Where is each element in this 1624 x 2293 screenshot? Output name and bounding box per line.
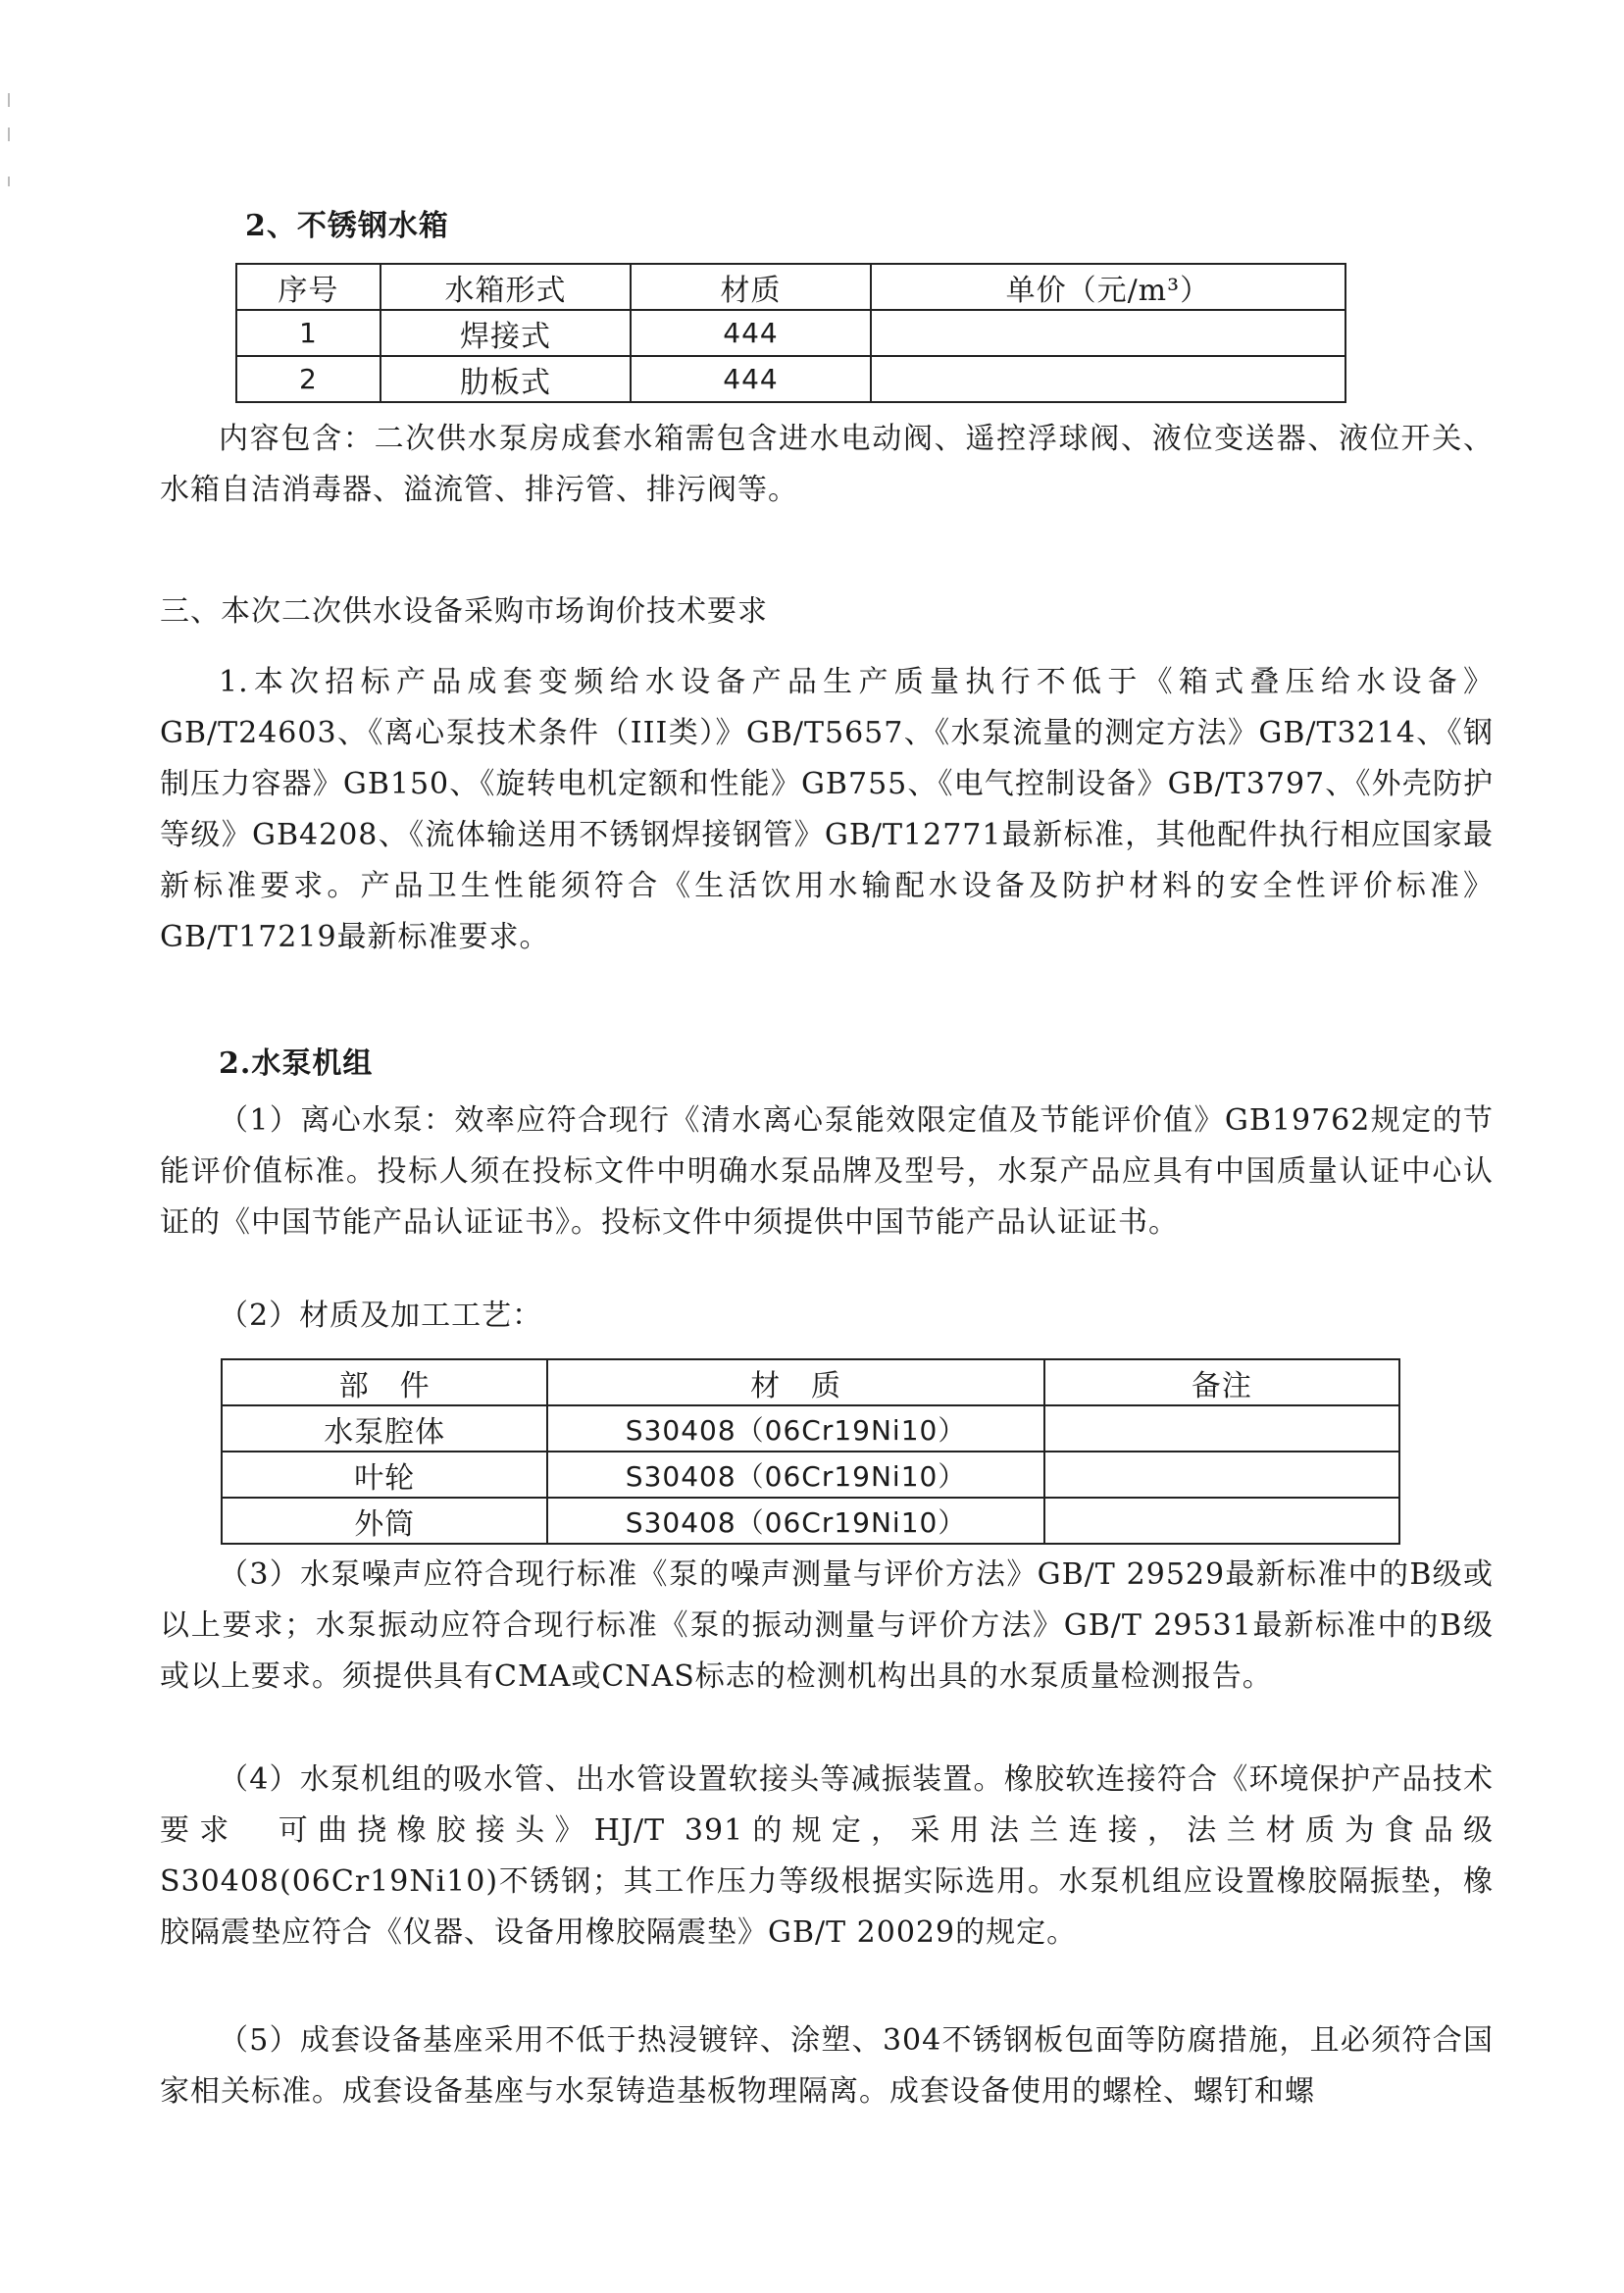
- table-cell: [1044, 1405, 1399, 1452]
- table-cell: 外筒: [222, 1498, 547, 1544]
- table-cell: 2: [236, 356, 381, 402]
- pump-unit-title: 2.水泵机组: [219, 1046, 374, 1081]
- table-cell: 叶轮: [222, 1452, 547, 1498]
- table-cell: S30408（06Cr19Ni10）: [547, 1498, 1043, 1544]
- table-header-cell: 部 件: [222, 1359, 547, 1405]
- table-cell: 444: [631, 310, 871, 356]
- table-cell: [1044, 1498, 1399, 1544]
- table-cell: 水泵腔体: [222, 1405, 547, 1452]
- table-cell: [1044, 1452, 1399, 1498]
- table-cell: 焊接式: [381, 310, 631, 356]
- table-row: [222, 1405, 1399, 1452]
- table-cell: [871, 310, 1345, 356]
- noise-vibration-paragraph: （3）水泵噪声应符合现行标准《泵的噪声测量与评价方法》GB/T 29529最新标准中的B级或以上要求；水泵振动应符合现行标准《泵的振动测量与评价方法》GB/T 29531最新标准中的B级或以上要求。须提供具有CMA或CNAS标志的检测机构出具的水泵质量检测报告。: [160, 1557, 1494, 1694]
- vibration-damping-paragraph: （4）水泵机组的吸水管、出水管设置软接头等减振装置。橡胶软连接符合《环境保护产品技术要求 可曲挠橡胶接头》HJ/T 391的规定，采用法兰连接，法兰材质为食品级S30408(06Cr19Ni10)不锈钢；其工作压力等级根据实际选用。水泵机组应设置橡胶隔振垫，橡胶隔震垫应符合《仪器、设备用橡胶隔震垫》GB/T 20029的规定。: [160, 1762, 1494, 1950]
- scan-mark: [8, 127, 10, 141]
- table-cell: 1: [236, 310, 381, 356]
- table-header-cell: 材质: [631, 264, 871, 310]
- scan-mark: [8, 177, 10, 186]
- table-row: [222, 1452, 1399, 1498]
- table-header-cell: 单价（元/m³）: [871, 264, 1345, 310]
- base-anticorrosion-paragraph: （5）成套设备基座采用不低于热浸镀锌、涂塑、304不锈钢板包面等防腐措施，且必须符合国家相关标准。成套设备基座与水泵铸造基板物理隔离。成套设备使用的螺栓、螺钉和螺: [160, 2023, 1494, 2109]
- table-cell: [871, 356, 1345, 402]
- table-cell: 444: [631, 356, 871, 402]
- table-header-row: [236, 264, 1345, 310]
- table-row: [236, 356, 1345, 402]
- table-header-cell: 水箱形式: [381, 264, 631, 310]
- table-row: [222, 1498, 1399, 1544]
- materials-table: [221, 1358, 1400, 1545]
- standards-paragraph: 1.本次招标产品成套变频给水设备产品生产质量执行不低于《箱式叠压给水设备》GB/T24603、《离心泵技术条件（III类）》GB/T5657、《水泵流量的测定方法》GB/T3214、《钢制压力容器》GB150、《旋转电机定额和性能》GB755、《电气控制设备》GB/T3797、《外壳防护等级》GB4208、《流体输送用不锈钢焊接钢管》GB/T12771最新标准，其他配件执行相应国家最新标准要求。产品卫生性能须符合《生活饮用水输配水设备及防护材料的安全性评价标准》GB/T17219最新标准要求。: [160, 665, 1494, 954]
- table-header-cell: 材 质: [547, 1359, 1043, 1405]
- water-tank-content: 内容包含：二次供水泵房成套水箱需包含进水电动阀、遥控浮球阀、液位变送器、液位开关、水箱自洁消毒器、溢流管、排污管、排污阀等。: [160, 422, 1494, 507]
- table-cell: S30408（06Cr19Ni10）: [547, 1405, 1043, 1452]
- table-cell: 肋板式: [381, 356, 631, 402]
- table-cell: S30408（06Cr19Ni10）: [547, 1452, 1043, 1498]
- table-header-row: [222, 1359, 1399, 1405]
- table-row: [236, 310, 1345, 356]
- scan-mark: [8, 93, 10, 107]
- water-tank-table: [235, 263, 1346, 403]
- section-title-water-tank: 2、不锈钢水箱: [245, 209, 449, 243]
- table-header-cell: 备注: [1044, 1359, 1399, 1405]
- materials-paragraph: （2）材质及加工工艺：: [219, 1299, 543, 1333]
- centrifugal-pump-paragraph: （1）离心水泵：效率应符合现行《清水离心泵能效限定值及节能评价值》GB19762规定的节能评价值标准。投标人须在投标文件中明确水泵品牌及型号，水泵产品应具有中国质量认证中心认证的《中国节能产品认证证书》。投标文件中须提供中国节能产品认证证书。: [160, 1103, 1494, 1240]
- section-title-three: 三、本次二次供水设备采购市场询价技术要求: [160, 594, 768, 629]
- table-header-cell: 序号: [236, 264, 381, 310]
